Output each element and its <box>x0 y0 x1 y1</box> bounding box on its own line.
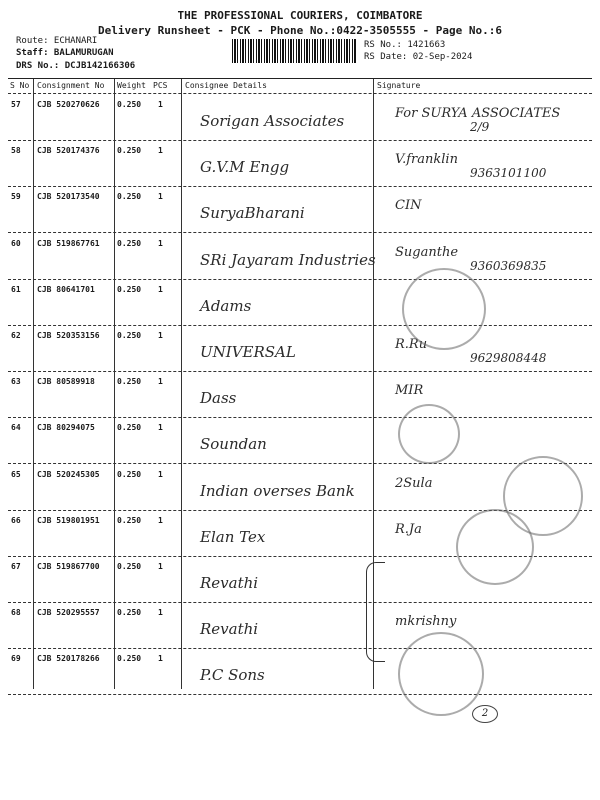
row-pcs: 1 <box>158 284 163 294</box>
row-signature: V.franklin <box>395 152 458 168</box>
row-pcs: 1 <box>158 331 163 340</box>
row-pcs: 1 <box>158 608 163 618</box>
row-weight: 0.250 <box>117 377 142 387</box>
row-weight: 0.250 <box>117 515 142 525</box>
row-consignee-handwritten: SuryaBharani <box>200 204 305 223</box>
row-weight: 0.250 <box>117 608 142 618</box>
table-row <box>0 235 600 280</box>
row-consignment-no: CJB 520270626 <box>37 100 100 109</box>
row-consignee-handwritten: Soundan <box>200 435 267 454</box>
row-weight: 0.250 <box>117 562 142 571</box>
row-sno: 60 <box>11 238 21 248</box>
drs-label: DRS No.: DCJB142166306 <box>16 61 136 71</box>
row-consignee-handwritten: Revathi <box>200 620 259 639</box>
table-row <box>0 327 600 372</box>
row-pcs: 1 <box>158 469 163 479</box>
rs-number: RS No.: 1421663 <box>364 40 446 50</box>
row-consignee-handwritten: Indian overses Bank <box>200 481 355 500</box>
table-row <box>0 96 600 141</box>
col-header-consignee: Consignee Details <box>185 81 267 90</box>
company-title: THE PROFESSIONAL COURIERS, COIMBATORE <box>177 9 423 22</box>
col-header-pcs: PCS <box>153 81 168 90</box>
col-header-signature: Signature <box>377 81 421 90</box>
row-separator <box>8 186 592 187</box>
seal-stamp <box>402 268 486 350</box>
row-consignment-no: CJB 519867761 <box>37 238 100 248</box>
row-signature: Suganthe <box>395 244 459 260</box>
table-row <box>0 604 600 649</box>
row-sno: 68 <box>11 608 21 618</box>
row-weight: 0.250 <box>117 331 142 340</box>
row-pcs: 1 <box>158 146 163 156</box>
row-consignment-no: CJB 80641701 <box>37 284 95 294</box>
header-bottom-rule <box>8 93 592 94</box>
row-consignment-no: CJB 520353156 <box>37 331 100 340</box>
row-consignment-no: CJB 80294075 <box>37 423 95 433</box>
row-separator <box>8 232 592 233</box>
row-consignee-handwritten: SRi Jayaram Industries <box>200 250 376 269</box>
row-signature-note: 9629808448 <box>470 351 547 365</box>
table-top-rule <box>8 78 592 79</box>
row-weight: 0.250 <box>117 238 142 248</box>
row-weight: 0.250 <box>117 423 142 433</box>
row-consignee-handwritten: P.C Sons <box>200 666 265 685</box>
row-weight: 0.250 <box>117 192 142 202</box>
row-weight: 0.250 <box>117 146 142 156</box>
row-consignment-no: CJB 519801951 <box>37 515 100 525</box>
table-row <box>0 281 600 326</box>
row-sno: 62 <box>11 331 21 340</box>
row-signature-note: 9360369835 <box>470 258 547 273</box>
row-pcs: 1 <box>158 423 163 433</box>
row-consignee-handwritten: Dass <box>200 389 237 408</box>
row-sno: 64 <box>11 423 21 433</box>
row-separator <box>8 694 592 695</box>
row-consignee-handwritten: Sorigan Associates <box>200 112 345 130</box>
row-consignee-handwritten: UNIVERSAL <box>200 343 296 361</box>
row-signature: R.Ja <box>395 521 422 537</box>
route-label: Route: ECHANARI <box>16 36 98 46</box>
row-separator <box>8 602 592 603</box>
table-row <box>0 650 600 695</box>
row-sno: 61 <box>11 284 21 294</box>
row-signature: CIN <box>395 198 422 214</box>
row-consignee-handwritten: G.V.M Engg <box>200 158 290 177</box>
table-row <box>0 142 600 187</box>
row-pcs: 1 <box>158 515 163 525</box>
row-separator <box>8 371 592 372</box>
row-consignment-no: CJB 80589918 <box>37 377 95 387</box>
row-separator <box>8 325 592 326</box>
row-weight: 0.250 <box>117 469 142 479</box>
row-sno: 69 <box>11 654 21 664</box>
row-sno: 65 <box>11 469 21 479</box>
row-separator <box>8 648 592 649</box>
row-signature: mkrishny <box>395 614 457 630</box>
row-sno: 66 <box>11 515 21 525</box>
page-mark: 2 <box>472 705 498 723</box>
row-sno: 57 <box>11 100 21 109</box>
runsheet-subtitle: Delivery Runsheet - PCK - Phone No.:0422-3505555 - Page No.:6 <box>98 24 502 37</box>
row-sno: 59 <box>11 192 21 202</box>
col-header-consignment: Consignment No <box>37 81 105 90</box>
row-weight: 0.250 <box>117 100 142 109</box>
table-row <box>0 188 600 233</box>
seal-stamp <box>456 509 534 585</box>
row-signature: For SURYA ASSOCIATES <box>395 106 561 121</box>
row-pcs: 1 <box>158 238 163 248</box>
row-weight: 0.250 <box>117 654 142 664</box>
row-separator <box>8 279 592 280</box>
row-consignment-no: CJB 519867700 <box>37 562 100 571</box>
row-signature-note: 2/9 <box>470 120 490 134</box>
barcode <box>232 39 356 63</box>
col-header-weight: Weight <box>117 81 146 90</box>
row-consignment-no: CJB 520245305 <box>37 469 100 479</box>
row-signature: R.Ru <box>395 337 428 352</box>
row-separator <box>8 140 592 141</box>
row-consignee-handwritten: Elan Tex <box>200 527 266 546</box>
row-pcs: 1 <box>158 192 163 202</box>
row-separator <box>8 417 592 418</box>
brace-mark <box>366 562 385 662</box>
staff-label: Staff: BALAMURUGAN <box>16 48 114 58</box>
row-sno: 58 <box>11 146 21 156</box>
row-consignment-no: CJB 520173540 <box>37 192 100 202</box>
row-signature: 2Sula <box>395 475 433 491</box>
row-consignment-no: CJB 520295557 <box>37 608 100 618</box>
row-signature-note: 9363101100 <box>470 166 547 181</box>
row-sno: 67 <box>11 562 21 571</box>
row-weight: 0.250 <box>117 284 142 294</box>
table-row <box>0 419 600 464</box>
row-consignee-handwritten: Revathi <box>200 574 259 592</box>
col-header-sno: S No <box>10 81 30 90</box>
row-pcs: 1 <box>158 377 163 387</box>
row-consignment-no: CJB 520178266 <box>37 654 100 664</box>
row-separator <box>8 463 592 464</box>
row-sno: 63 <box>11 377 21 387</box>
row-consignee-handwritten: Adams <box>200 296 252 315</box>
row-pcs: 1 <box>158 654 163 664</box>
seal-stamp <box>398 404 460 464</box>
rs-date: RS Date: 02-Sep-2024 <box>364 52 473 62</box>
row-pcs: 1 <box>158 100 163 109</box>
row-signature: MIR <box>395 383 424 399</box>
table-row <box>0 373 600 418</box>
row-consignment-no: CJB 520174376 <box>37 146 100 156</box>
row-pcs: 1 <box>158 562 163 571</box>
seal-stamp <box>398 632 484 716</box>
